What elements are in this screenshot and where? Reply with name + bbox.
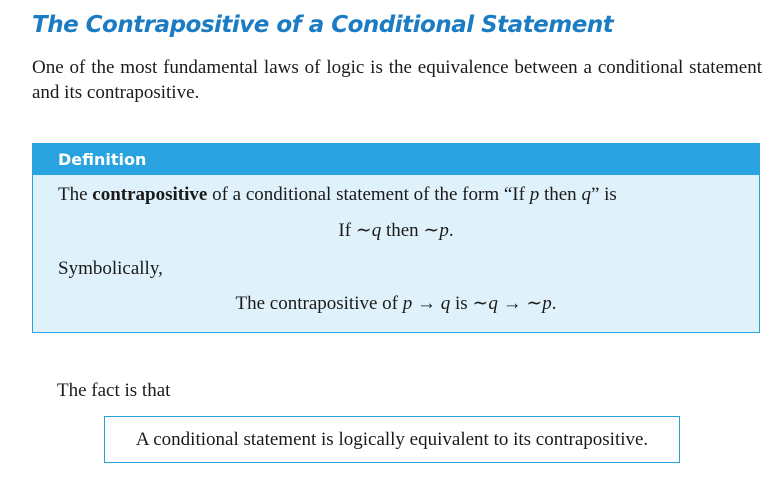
symbolic-text: The contrapositive of bbox=[235, 293, 403, 314]
arrow-symbol: → ∼ bbox=[497, 293, 543, 314]
variable-p: p bbox=[542, 293, 552, 314]
contrapositive-keyword: contrapositive bbox=[92, 184, 208, 205]
definition-box bbox=[32, 143, 760, 333]
definition-text: of a conditional statement of the form “If bbox=[207, 184, 530, 205]
contrapositive-form bbox=[33, 219, 759, 243]
variable-p: p bbox=[439, 220, 449, 241]
symbolic-statement bbox=[33, 292, 759, 316]
definition-text: then bbox=[539, 184, 582, 205]
fact-lead: The fact is that bbox=[57, 380, 171, 401]
definition-header: Definition bbox=[33, 144, 759, 175]
definition-text: The bbox=[58, 184, 93, 205]
key-fact-box: A conditional statement is logically equivalent to its contrapositive. bbox=[104, 416, 680, 463]
symbolically-label: Symbolically, bbox=[58, 258, 163, 279]
variable-q: q bbox=[440, 293, 451, 314]
variable-p: p bbox=[402, 293, 413, 314]
variable-q: q bbox=[371, 220, 382, 241]
form-text: If ∼ bbox=[338, 220, 372, 241]
variable-q: q bbox=[581, 184, 591, 205]
arrow-symbol: → bbox=[412, 293, 441, 314]
section-title: The Contrapositive of a Conditional Statement bbox=[32, 12, 614, 38]
definition-text: ” is bbox=[590, 184, 617, 205]
definition-statement bbox=[58, 183, 617, 207]
form-text: . bbox=[448, 220, 454, 241]
variable-p: p bbox=[529, 184, 540, 205]
form-text: then ∼ bbox=[381, 220, 440, 241]
symbolic-text: . bbox=[551, 293, 557, 314]
variable-q: q bbox=[488, 293, 498, 314]
symbolic-text: is ∼ bbox=[450, 293, 489, 314]
intro-paragraph: One of the most fundamental laws of logic is the equivalence between a conditional statement and its contrapositive. bbox=[32, 57, 762, 103]
